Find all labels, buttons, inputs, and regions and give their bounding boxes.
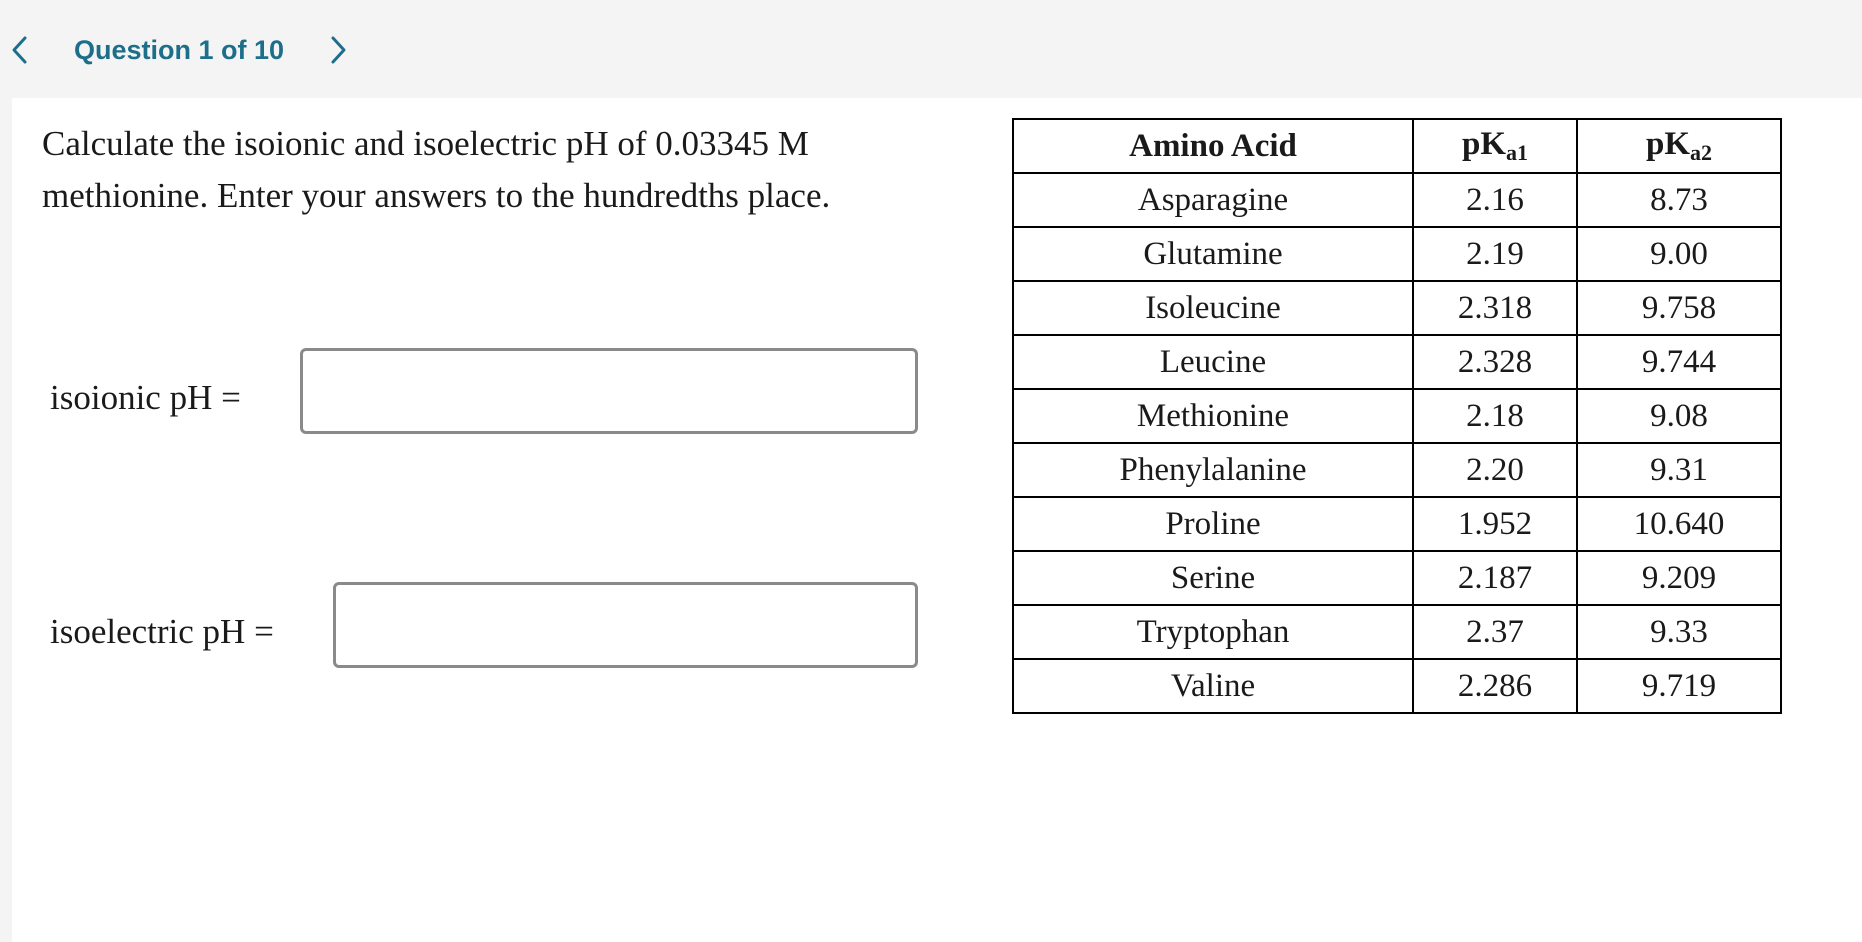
question-prompt: Calculate the isoionic and isoelectric pH of 0.03345 M methionine. Enter your answers to the hundredths place. [42,124,831,215]
pka2-value: 8.73 [1577,173,1781,227]
pka1-value: 1.952 [1413,497,1577,551]
amino-acid-name: Proline [1013,497,1413,551]
chevron-right-icon [327,35,349,65]
header-pka1: $pK_{a1}$ [1413,119,1577,173]
amino-acid-name: Leucine [1013,335,1413,389]
table-row [1013,389,1781,443]
isoelectric-ph-label: isoelectric pH = [50,612,274,651]
pka1-value: 2.20 [1413,443,1577,497]
amino-acid-name: Serine [1013,551,1413,605]
amino-acid-name: Valine [1013,659,1413,713]
pka1-value: 2.286 [1413,659,1577,713]
pka2-value: 9.08 [1577,389,1781,443]
amino-acid-name: Asparagine [1013,173,1413,227]
amino-acid-name: Glutamine [1013,227,1413,281]
pka1-value: 2.187 [1413,551,1577,605]
question-panel [12,98,1862,942]
table-row [1013,605,1781,659]
amino-acid-name: Phenylalanine [1013,443,1413,497]
table-row [1013,173,1781,227]
isoionic-ph-input[interactable] [300,348,918,434]
pka2-value: 9.00 [1577,227,1781,281]
table-row [1013,227,1781,281]
previous-question-button[interactable] [0,30,40,70]
pka1-value: 2.37 [1413,605,1577,659]
pka1-value: 2.328 [1413,335,1577,389]
pka2-value: 10.640 [1577,497,1781,551]
table-row [1013,335,1781,389]
table-row [1013,443,1781,497]
table-row [1013,497,1781,551]
table-row [1013,659,1781,713]
pka2-value: 9.33 [1577,605,1781,659]
amino-acid-name: Tryptophan [1013,605,1413,659]
question-counter: Question 1 of 10 [74,35,285,65]
pka2-value: 9.744 [1577,335,1781,389]
pka1-value: 2.19 [1413,227,1577,281]
pka2-value: 9.31 [1577,443,1781,497]
pka2-value: 9.758 [1577,281,1781,335]
amino-acid-name: Methionine [1013,389,1413,443]
table-row [1013,551,1781,605]
header-amino-acid: Amino Acid [1013,119,1413,173]
question-nav-bar [0,0,1862,96]
amino-acid-pka-table [1012,118,1782,714]
pka1-value: 2.318 [1413,281,1577,335]
isoionic-ph-label: isoionic pH = [50,378,241,417]
chevron-left-icon [9,35,31,65]
header-pka2: $pK_{a2}$ [1577,119,1781,173]
pka2-value: 9.719 [1577,659,1781,713]
amino-acid-name: Isoleucine [1013,281,1413,335]
next-question-button[interactable] [318,30,358,70]
table-header-row [1013,119,1781,173]
pka1-value: 2.18 [1413,389,1577,443]
pka2-value: 9.209 [1577,551,1781,605]
pka1-value: 2.16 [1413,173,1577,227]
isoelectric-ph-input[interactable] [333,582,918,668]
table-row [1013,281,1781,335]
